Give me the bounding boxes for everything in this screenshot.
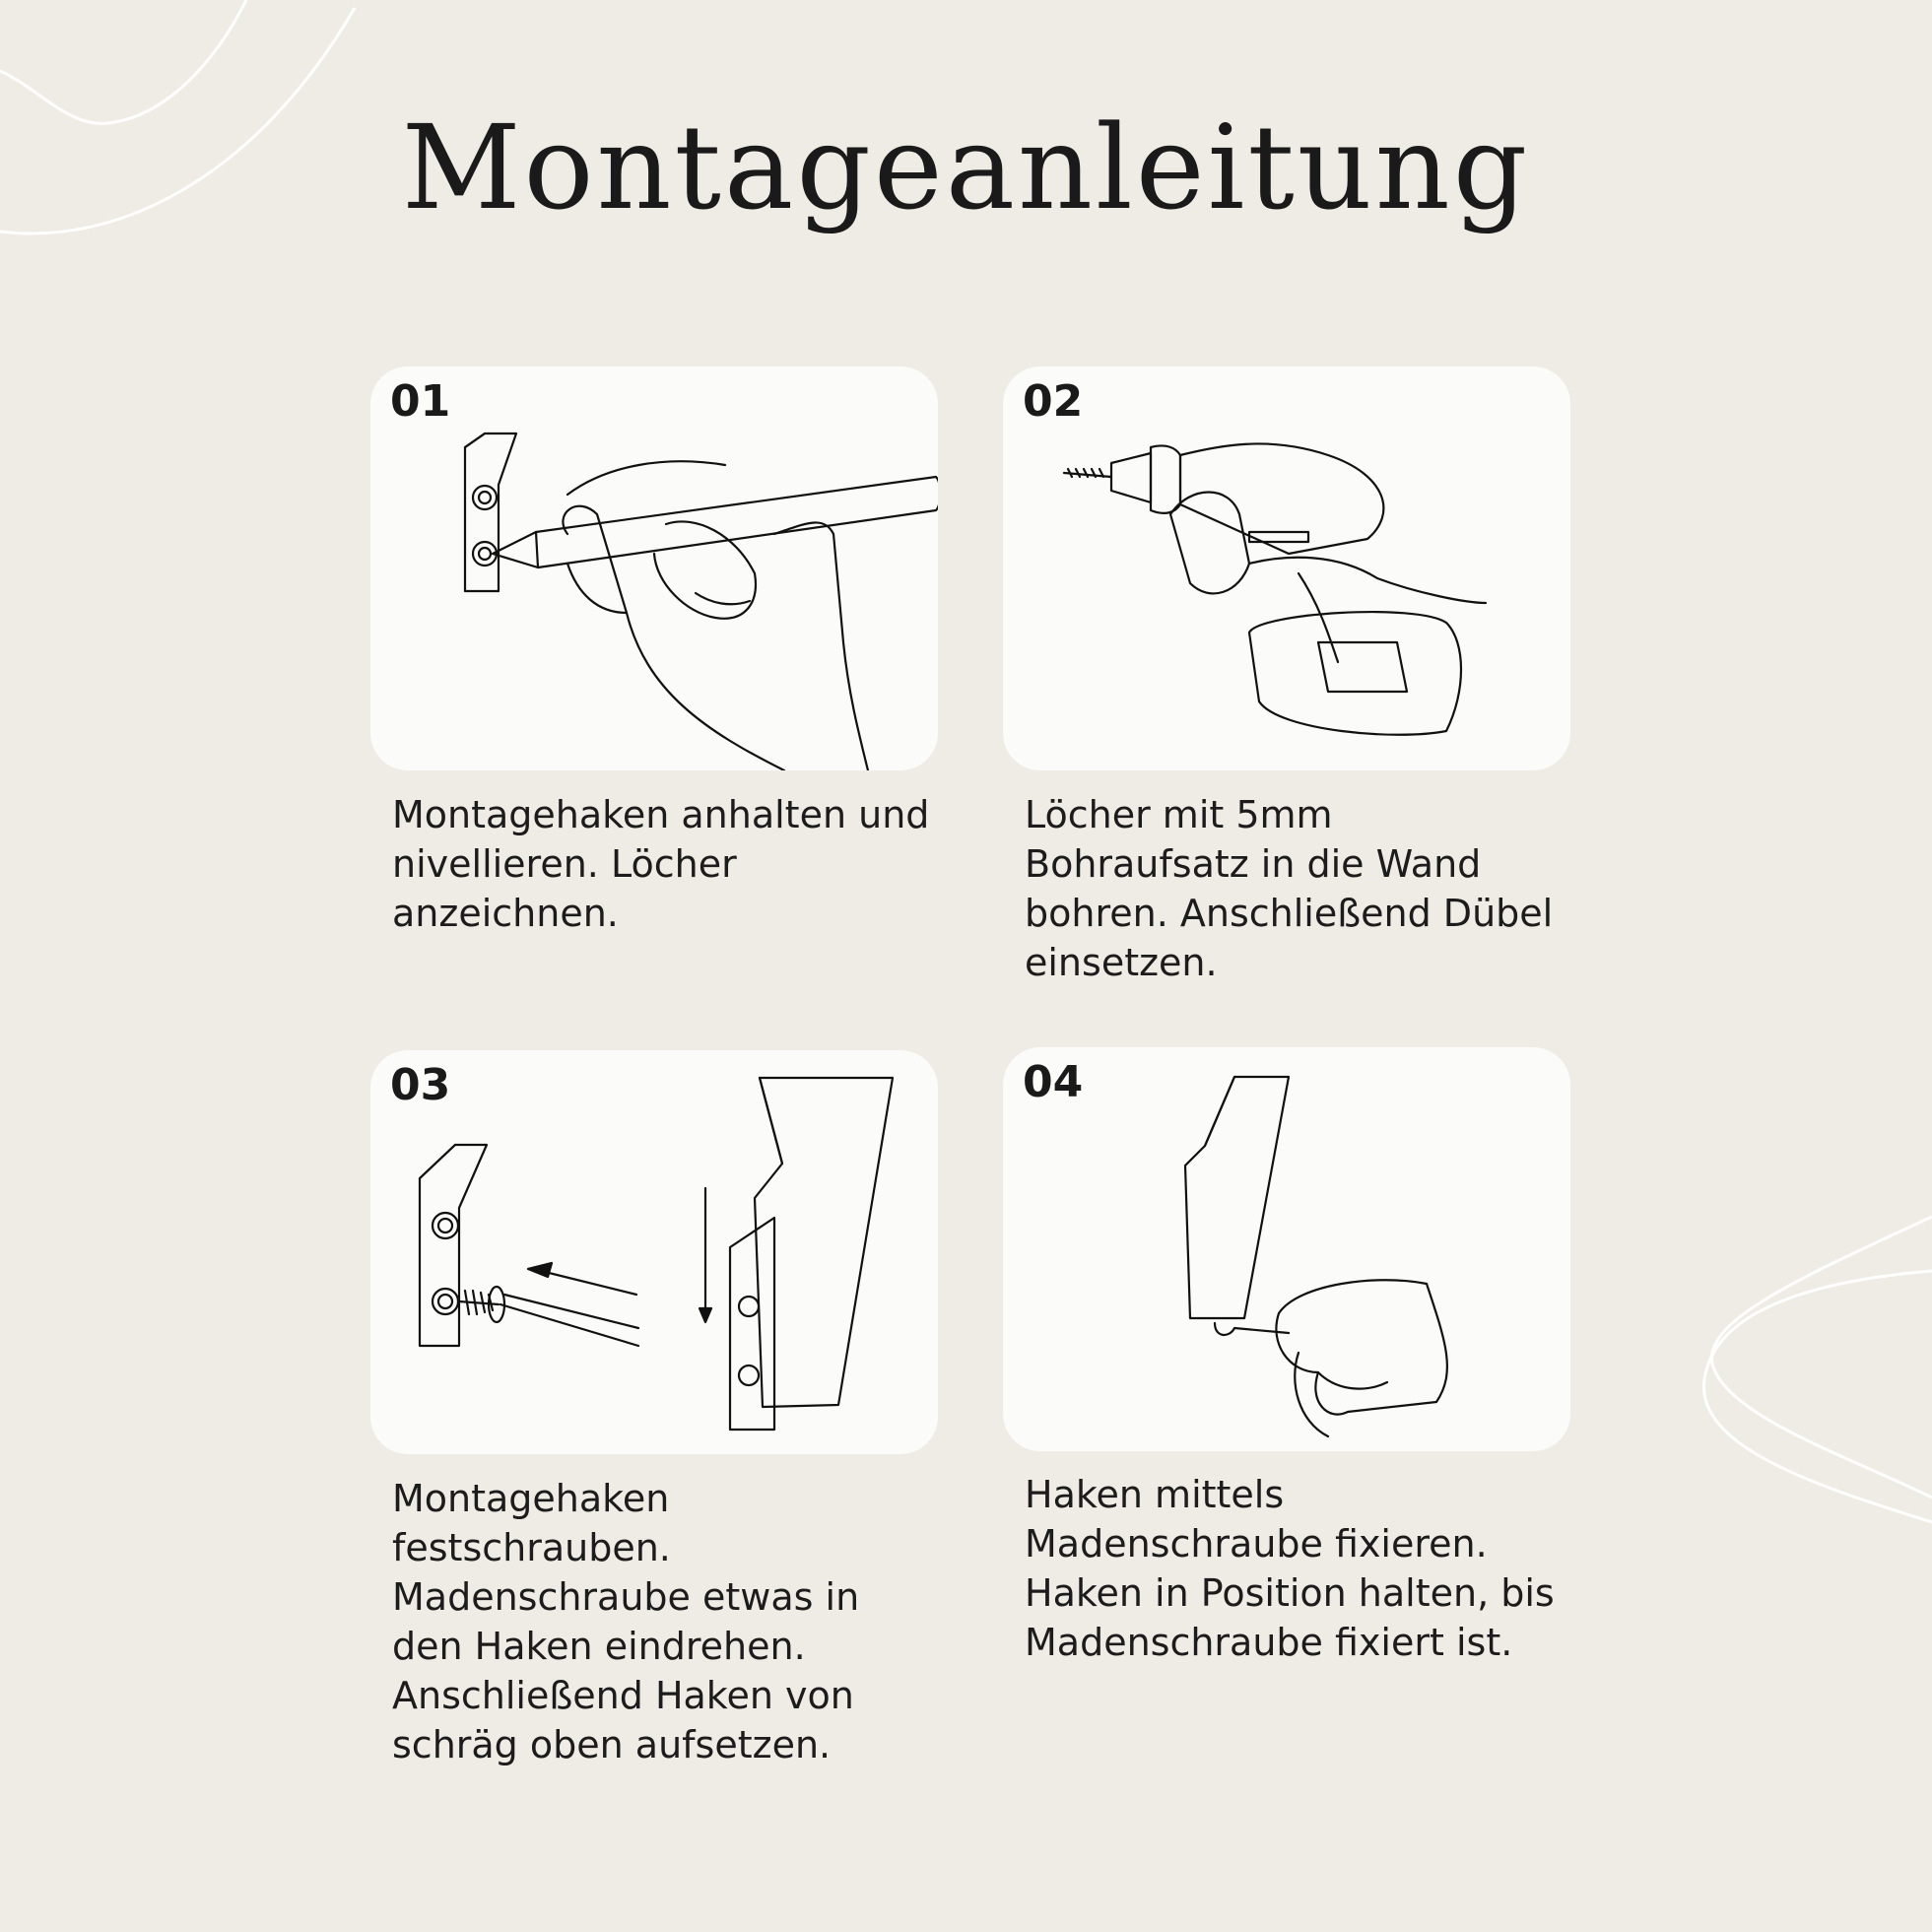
page-title: Montageanleitung [401, 100, 1531, 235]
step-card-02 [1003, 366, 1570, 770]
step-card-04 [1003, 1047, 1570, 1451]
step-number: 02 [1023, 376, 1084, 427]
step-description-02: Löcher mit 5mm Bohraufsatz in die Wand bohren. Anschließend Dübel einsetzen. [1025, 793, 1554, 984]
pencil-marking-icon [370, 366, 938, 770]
screw-mounting-icon [370, 1050, 938, 1454]
step-card-03 [370, 1050, 938, 1454]
step-number: 03 [390, 1060, 451, 1110]
drill-icon [1003, 366, 1570, 770]
step-number: 01 [390, 376, 451, 427]
step-description-01: Montagehaken anhalten und nivellieren. Löcher anzeichnen. [392, 793, 930, 935]
step-number: 04 [1023, 1057, 1084, 1107]
step-description-04: Haken mittels Madenschraube fixieren. Haken in Position halten, bis Madenschraube fixiert ist. [1025, 1473, 1555, 1664]
allen-key-icon [1003, 1047, 1570, 1451]
step-description-03: Montagehaken festschrauben. Madenschraube etwas in den Haken eindrehen. Anschließend Haken von schräg oben aufsetzen. [392, 1477, 860, 1766]
step-card-01 [370, 366, 938, 770]
